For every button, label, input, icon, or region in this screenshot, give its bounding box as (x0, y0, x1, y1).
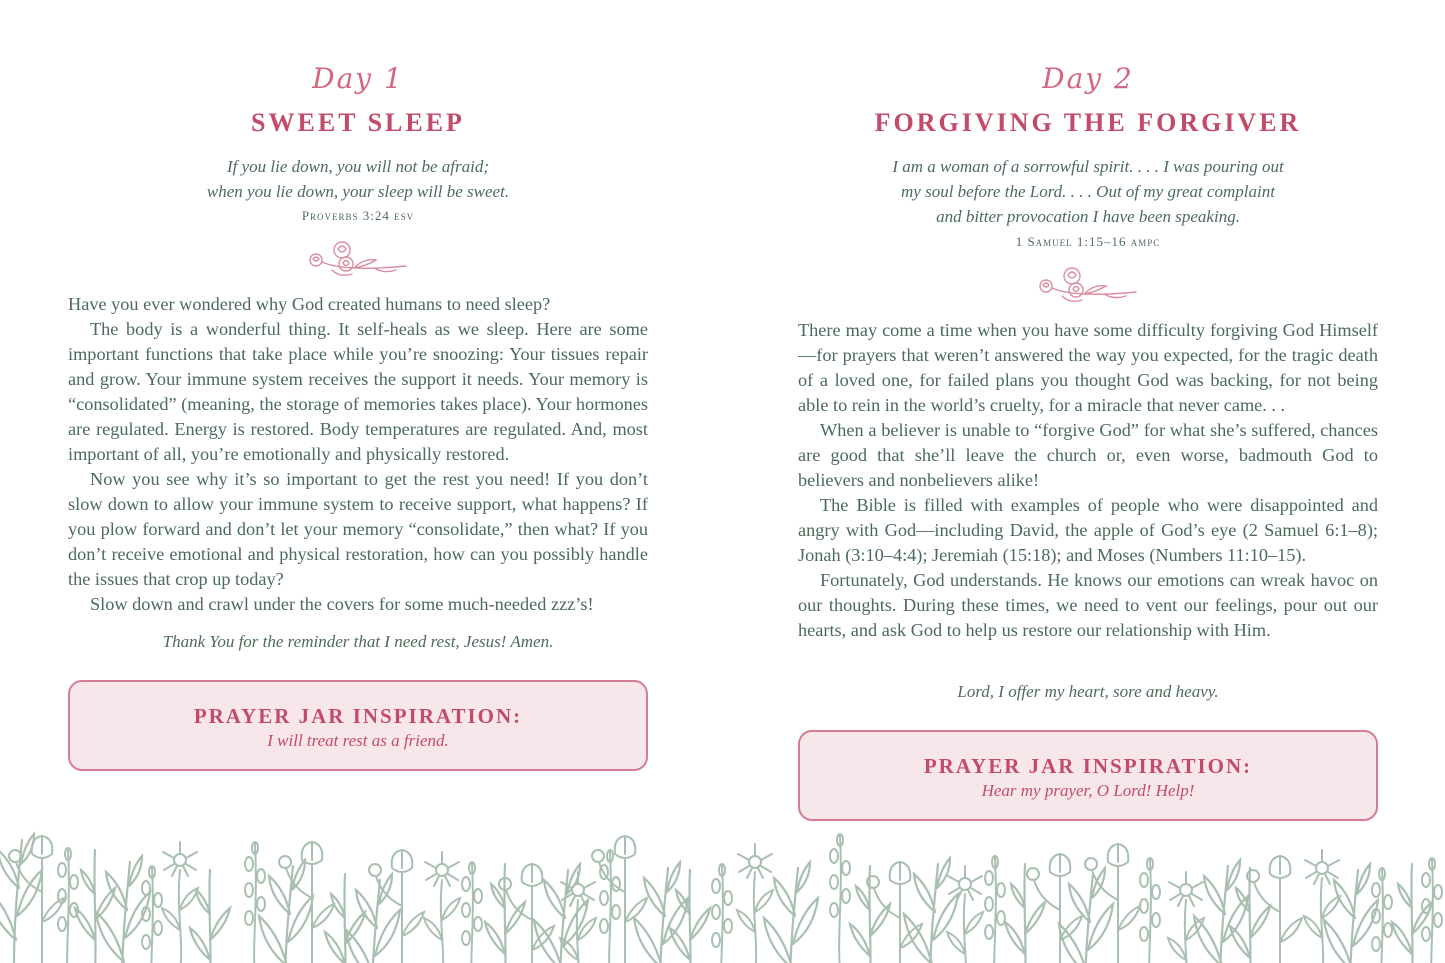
verse-reference: 1 Samuel 1:15–16 ampc (1015, 234, 1161, 249)
body-paragraph: Have you ever wondered why God created humans to need sleep? (68, 294, 551, 314)
prayer-jar-text: I will treat rest as a friend. (267, 731, 449, 750)
body-paragraph: Now you see why it’s so important to get the rest you need! If you don’t slow down to allow your immune system to receive support, what happens? If you plow forward and don’t let your memory “consolidate,” then what? If you don’t receive emotional and physical restoration, how can you possibly handle the issues that crop up today? (68, 469, 648, 589)
devotional-body (68, 292, 648, 617)
wildflower-row (0, 834, 1442, 963)
rose-divider-icon (304, 238, 414, 282)
prayer-jar-text: Hear my prayer, O Lord! Help! (981, 781, 1195, 800)
rose-divider-icon (1034, 264, 1144, 308)
closing-prayer: Thank You for the reminder that I need rest, Jesus! Amen. (162, 632, 554, 651)
verse-line: when you lie down, your sleep will be sweet. (206, 182, 510, 201)
body-paragraph: The Bible is filled with examples of people who were disappointed and angry with God—including David, the apple of God’s eye (2 Samuel 6:1–8); Jonah (3:10–4:4); Jeremiah (15:18); and Moses (Numbers 11:10–15). (798, 495, 1378, 565)
verse-reference: Proverbs 3:24 esv (301, 208, 415, 223)
prayer-jar-heading: PRAYER JAR INSPIRATION: (923, 754, 1253, 778)
day-label: Day 2 (1042, 62, 1134, 95)
verse-line: and bitter provocation I have been speaking. (936, 207, 1240, 226)
page-title: SWEET SLEEP (251, 108, 465, 137)
left-page (68, 0, 648, 963)
closing-prayer: Lord, I offer my heart, sore and heavy. (957, 682, 1219, 701)
prayer-jar-heading: PRAYER JAR INSPIRATION: (193, 704, 523, 728)
verse-line: I am a woman of a sorrowful spirit. . . . I was pouring out (892, 157, 1284, 176)
day-label: Day 1 (312, 62, 404, 95)
scripture-verse (68, 154, 648, 204)
prayer-jar-box (68, 680, 648, 771)
body-paragraph: There may come a time when you have some difficulty forgiving God Himself—for prayers that weren’t answered the way you expected, for the tragic death of a loved one, for failed plans you thought God was backing, for not being able to rein in the world’s cruelty, for a miracle that never came. . . (798, 320, 1378, 415)
page-title: FORGIVING THE FORGIVER (874, 108, 1302, 137)
verse-line: If you lie down, you will not be afraid; (226, 157, 490, 176)
devotional-body (798, 318, 1378, 643)
body-paragraph: The body is a wonderful thing. It self-heals as we sleep. Here are some important functions that take place while you’re snoozing: Your tissues repair and grow. Your immune system receives the support it needs. Your memory is “consolidated” (meaning, the storage of memories takes place). Your hormones are regulated. Energy is restored. Body temperatures are regulated. And, most important of all, you’re emotionally and physically restored. (68, 319, 648, 464)
body-paragraph: Slow down and crawl under the covers for some much-needed zzz’s! (90, 594, 594, 614)
verse-line: my soul before the Lord. . . . Out of my great complaint (901, 182, 1275, 201)
body-paragraph: When a believer is unable to “forgive God” for what she’s suffered, chances are good that she’ll leave the church or, even worse, badmouth God to believers and nonbelievers alike! (798, 420, 1378, 490)
scripture-verse (798, 154, 1378, 229)
prayer-jar-box (798, 730, 1378, 821)
wildflower-border-icon (0, 820, 1445, 963)
right-page (798, 0, 1378, 963)
body-paragraph: Fortunately, God understands. He knows our emotions can wreak havoc on our thoughts. During these times, we need to vent our feelings, pour out our hearts, and ask God to help us restore our relationship with Him. (798, 570, 1378, 640)
